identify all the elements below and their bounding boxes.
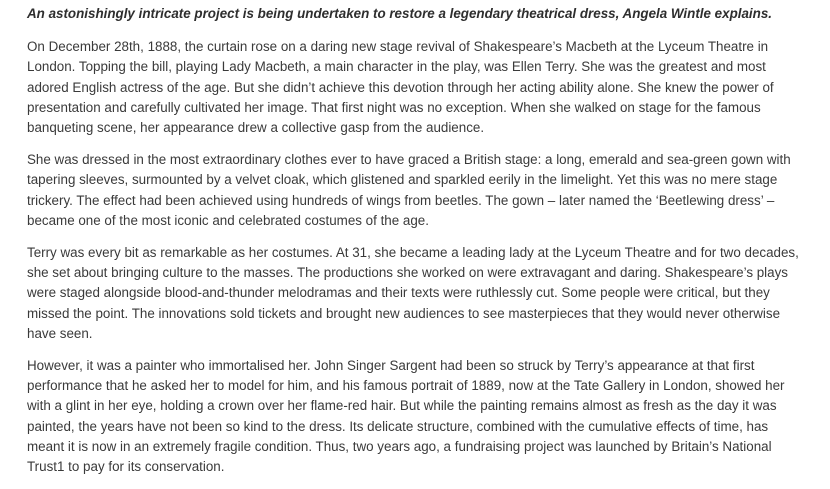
article: [27, 4, 807, 489]
article-paragraph-3: Terry was every bit as remarkable as her costumes. At 31, she became a leading lady at the Lyceum Theatre and for two decades, she set about bringing culture to the masses. The productions she worked on were extravagant and daring. Shakespeare’s plays were staged alongside blood-and-thunder melodramas and their texts were ruthlessly cut. Some people were critical, but they missed the point. The innovations sold tickets and brought new audiences to see masterpieces that they would never otherwise have seen.: [27, 245, 799, 341]
article-lede: An astonishingly intricate project is being undertaken to restore a legendary theatrical dress, Angela Wintle explains.: [27, 6, 772, 21]
article-paragraph-2: She was dressed in the most extraordinary clothes ever to have graced a British stage: a long, emerald and sea-green gown with tapering sleeves, surmounted by a velvet cloak, which glistened and sparkled eerily in the limelight. Yet this was no mere stage trickery. The effect had been achieved using hundreds of wings from beetles. The gown – later named the ‘Beetlewing dress’ – became one of the most iconic and celebrated costumes of the age.: [27, 152, 791, 228]
article-paragraph-1: On December 28th, 1888, the curtain rose on a daring new stage revival of Shakespeare’s Macbeth at the Lyceum Theatre in London. Topping the bill, playing Lady Macbeth, a main character in the play, was Ellen Terry. She was the greatest and most adored English actress of the age. But she didn’t achieve this devotion through her acting ability alone. She knew the power of presentation and carefully cultivated her image. That first night was no exception. When she walked on stage for the famous banqueting scene, her appearance drew a collective gasp from the audience.: [27, 39, 774, 136]
article-paragraph-4: However, it was a painter who immortalised her. John Singer Sargent had been so struck by Terry’s appearance at that first performance that he asked her to model for him, and his famous portrait of 1889, now at the Tate Gallery in London, showed her with a glint in her eye, holding a crown over her flame-red hair. But while the painting remains almost as fresh as the day it was painted, the years have not been so kind to the dress. Its delicate structure, combined with the cumulative effects of time, has meant it is now in an extremely fragile condition. Thus, two years ago, a fundraising project was launched by Britain’s National Trust1 to pay for its conservation.: [27, 358, 785, 475]
